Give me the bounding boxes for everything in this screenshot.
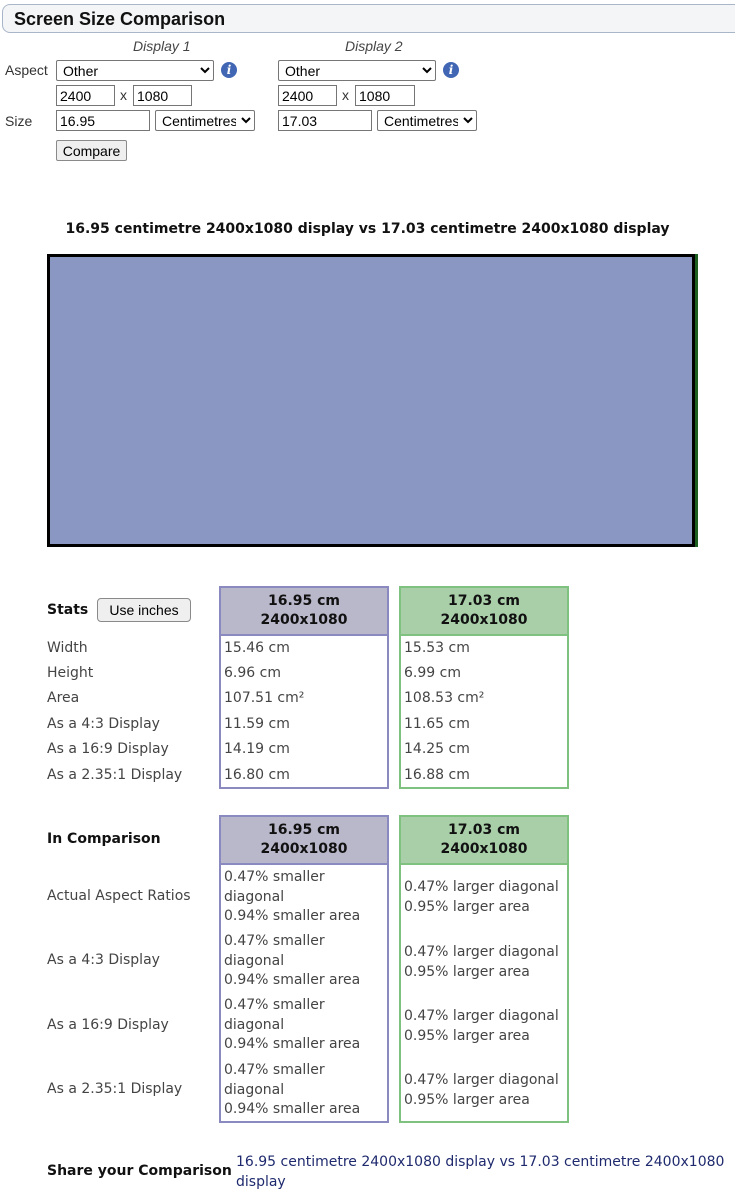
comparison-d1-cell [224,996,360,1055]
stats-display2-header [401,588,567,636]
cell-line: 0.95% larger area [404,1092,530,1108]
header-resolution: 2400x1080 [260,841,348,857]
comparison-d1-cell [224,868,360,927]
stats-d2-value: 14.25 cm [404,741,470,757]
page-title: Screen Size Comparison [14,9,226,29]
display2-aspect-select[interactable] [278,60,436,81]
cell-line: 0.47% smaller [224,933,325,949]
header-size: 17.03 cm [447,593,521,609]
cell-line: 0.47% smaller [224,997,325,1013]
stats-d2-value: 11.65 cm [404,716,470,732]
comparison-heading: 16.95 centimetre 2400x1080 display vs 17.03 centimetre 2400x1080 display [65,221,670,237]
share-link-line[interactable]: 16.95 centimetre 2400x1080 display vs 17.03 centimetre 2400x1080 [236,1154,725,1170]
comparison-row-label: Actual Aspect Ratios [47,888,191,904]
header-resolution: 2400x1080 [440,612,528,628]
cell-line: diagonal [224,1081,285,1098]
stats-d1-value: 15.46 cm [224,640,290,656]
cell-line: 0.47% larger diagonal [404,944,559,960]
title-bar [2,4,735,33]
display1-width-input[interactable] [56,85,115,106]
stats-row-label: As a 16:9 Display [47,741,169,757]
stats-d1-value: 16.80 cm [224,767,290,783]
comparison-d2-cell [404,877,559,917]
cell-line: 0.95% larger area [404,899,530,915]
display2-height-input[interactable] [355,85,415,106]
cell-line: 0.94% smaller area [224,1101,361,1117]
display1-aspect-select[interactable] [56,60,214,81]
cell-line: 0.47% smaller [224,869,325,885]
comparison-row-label: As a 2.35:1 Display [47,1081,183,1097]
stats-d2-value: 16.88 cm [404,767,470,783]
cell-line: 0.47% larger diagonal [404,879,559,895]
comparison-display1-header [221,817,387,865]
cell-line: 0.47% larger diagonal [404,1072,559,1088]
display2-x-separator: x [342,87,349,103]
stats-d2-value: 15.53 cm [404,640,470,656]
display1-unit-select[interactable] [155,110,255,131]
share-link-line[interactable]: display [236,1174,286,1190]
size-label: Size [5,113,33,129]
cell-line: 0.47% smaller [224,1062,325,1078]
cell-line: 0.95% larger area [404,964,530,980]
comparison-d2-cell [404,1070,559,1110]
comparison-display2-header [401,817,567,865]
display2-width-input[interactable] [278,85,337,106]
stats-row-label: As a 2.35:1 Display [47,767,183,783]
cell-line: 0.95% larger area [404,1028,530,1044]
cell-line: 0.94% smaller area [224,1036,361,1052]
stats-display1-header [221,588,387,636]
header-resolution: 2400x1080 [440,841,528,857]
comparison-row-label: As a 4:3 Display [47,952,160,968]
stats-d2-value: 6.99 cm [404,665,461,681]
display1-height-input[interactable] [133,85,192,106]
compare-button[interactable]: Compare [56,140,127,161]
display2-size-input[interactable] [278,110,372,131]
stats-d1-value: 107.51 cm² [224,690,305,706]
stats-row-label: Area [47,690,80,706]
comparison-d2-cell [404,1006,559,1046]
stats-d1-value: 6.96 cm [224,665,281,681]
display1-info-icon[interactable]: i [221,62,237,78]
share-label: Share your Comparison [47,1163,232,1179]
aspect-label: Aspect [5,62,48,78]
display1-screen [47,254,695,547]
display1-heading: Display 1 [133,38,191,54]
cell-line: diagonal [224,952,285,969]
stats-label: Stats [47,602,89,618]
cell-line: 0.94% smaller area [224,972,361,988]
header-resolution: 2400x1080 [260,612,348,628]
stats-row-label: As a 4:3 Display [47,716,160,732]
stats-d2-value: 108.53 cm² [404,690,485,706]
comparison-label: In Comparison [47,831,161,847]
stats-d1-value: 14.19 cm [224,741,290,757]
stats-row-label: Width [47,640,88,656]
cell-line: 0.47% larger diagonal [404,1008,559,1024]
comparison-d1-cell [224,932,360,991]
display2-heading: Display 2 [345,38,403,54]
stats-d1-value: 11.59 cm [224,716,290,732]
stats-row-label: Height [47,665,94,681]
display2-unit-select[interactable] [377,110,477,131]
comparison-d2-cell [404,942,559,982]
header-size: 16.95 cm [267,593,341,609]
display1-size-input[interactable] [56,110,150,131]
share-link[interactable] [236,1152,731,1192]
use-inches-button[interactable]: Use inches [97,598,191,622]
stats-display1-column [219,586,389,789]
cell-line: diagonal [224,1016,285,1033]
display1-x-separator: x [120,87,127,103]
comparison-d1-cell [224,1061,360,1120]
stats-display2-column [399,586,569,789]
header-size: 17.03 cm [447,822,521,838]
comparison-row-label: As a 16:9 Display [47,1017,169,1033]
cell-line: diagonal [224,888,285,905]
header-size: 16.95 cm [267,822,341,838]
cell-line: 0.94% smaller area [224,908,361,924]
display2-info-icon[interactable]: i [443,62,459,78]
